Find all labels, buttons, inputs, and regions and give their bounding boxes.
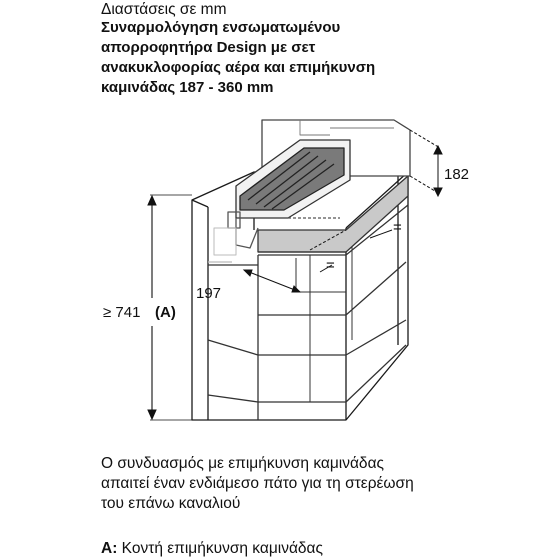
dim-height-label: ≥ 741 <box>103 304 141 321</box>
dim-equal-mark-2: = <box>326 257 335 274</box>
title-line-3: ανακυκλοφορίας αέρα και επιμήκυνση <box>101 59 376 76</box>
legend-text: Κοντή επιμήκυνση καμινάδας <box>121 540 323 557</box>
title-line-1: Συναρμολόγηση ενσωματωμένου <box>101 19 341 36</box>
title-line-2: απορροφητήρα Design με σετ <box>101 39 316 56</box>
note-line-3: του επάνω καναλιού <box>101 495 241 512</box>
dimensions-unit-note: Διαστάσεις σε mm <box>101 1 227 18</box>
dim-197-label: 197 <box>196 285 222 302</box>
note-line-2: απαιτεί έναν ενδιάμεσο πάτο για τη στερέωση <box>101 475 414 492</box>
title-line-4: καμινάδας 187 - 360 mm <box>101 79 274 96</box>
installation-note <box>101 454 414 514</box>
legend <box>101 540 323 558</box>
legend-key: A: <box>101 540 118 557</box>
dim-equal-mark-1: = <box>393 219 402 236</box>
dim-height-ref: (A) <box>155 304 176 321</box>
dim-182-label: 182 <box>444 166 470 183</box>
note-line-1: Ο συνδυασμός με επιμήκυνση καμινάδας <box>101 455 384 472</box>
